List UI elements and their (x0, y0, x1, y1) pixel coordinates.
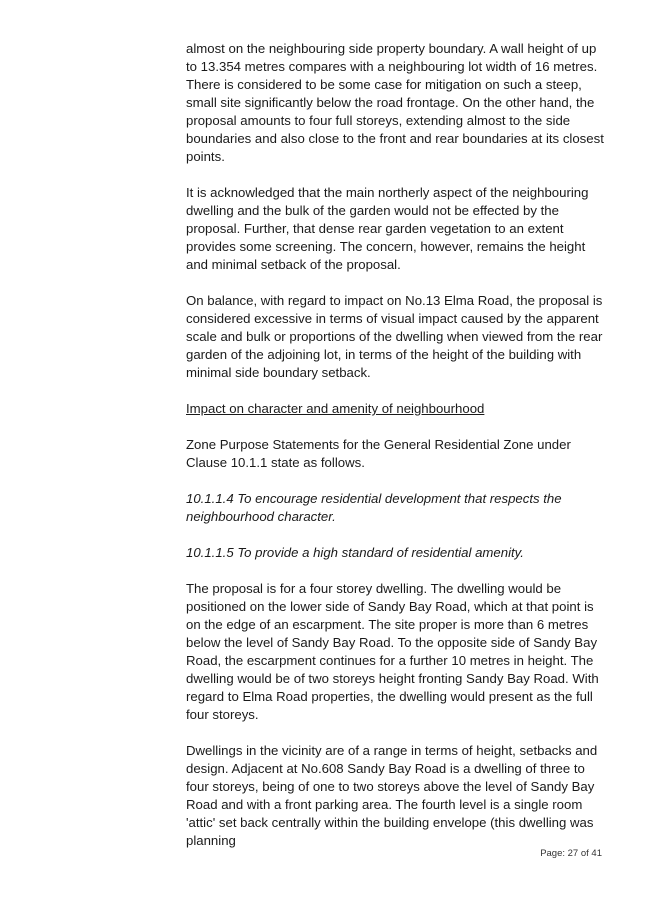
paragraph-northerly-aspect: It is acknowledged that the main northerly aspect of the neighbouring dwelling and the bulk of the garden would not be effected by the proposal. Further, that dense rear garden vegetation to an extent provides some screening. The concern, however, remains the height and minimal setback of the proposal. (186, 185, 589, 272)
paragraph-four-storey: The proposal is for a four storey dwelling. The dwelling would be positioned on the lower side of Sandy Bay Road, which at that point is on the edge of an escarpment. The site proper is more than 6 metres below the level of Sandy Bay Road. To the opposite side of Sandy Bay Road, the escarpment continues for a further 10 metres in height. The dwelling would be of two storeys height fronting Sandy Bay Road. With regard to Elma Road properties, the dwelling would present as the full four storeys. (186, 581, 599, 722)
document-body (186, 40, 606, 868)
clause-10-1-1-5: 10.1.1.5 To provide a high standard of residential amenity. (186, 545, 524, 560)
page-number: Page: 27 of 41 (540, 848, 602, 859)
section-heading: Impact on character and amenity of neighbourhood (186, 401, 485, 416)
paragraph-vicinity-dwellings: Dwellings in the vicinity are of a range in terms of height, setbacks and design. Adjacent at No.608 Sandy Bay Road is a dwelling of three to four storeys, being of one to two storeys above the level of Sandy Bay Road and with a front parking area. The fourth level is a single room 'attic' set back centrally within the building envelope (this dwelling was planning (186, 743, 598, 848)
paragraph-on-balance: On balance, with regard to impact on No.13 Elma Road, the proposal is considered excessive in terms of visual impact caused by the apparent scale and bulk or proportions of the dwelling when viewed from the rear garden of the adjoining lot, in terms of the height of the building with minimal side boundary setback. (186, 293, 603, 380)
clause-10-1-1-4: 10.1.1.4 To encourage residential development that respects the neighbourhood character. (186, 491, 562, 524)
paragraph-zone-purpose: Zone Purpose Statements for the General Residential Zone under Clause 10.1.1 state as follows. (186, 437, 571, 470)
paragraph-wall-height: almost on the neighbouring side property boundary. A wall height of up to 13.354 metres compares with a neighbouring lot width of 16 metres. There is considered to be some case for mitigation on such a steep, small site significantly below the road frontage. On the other hand, the proposal amounts to four full storeys, extending almost to the side boundaries and also close to the front and rear boundaries at its closest points. (186, 41, 604, 164)
